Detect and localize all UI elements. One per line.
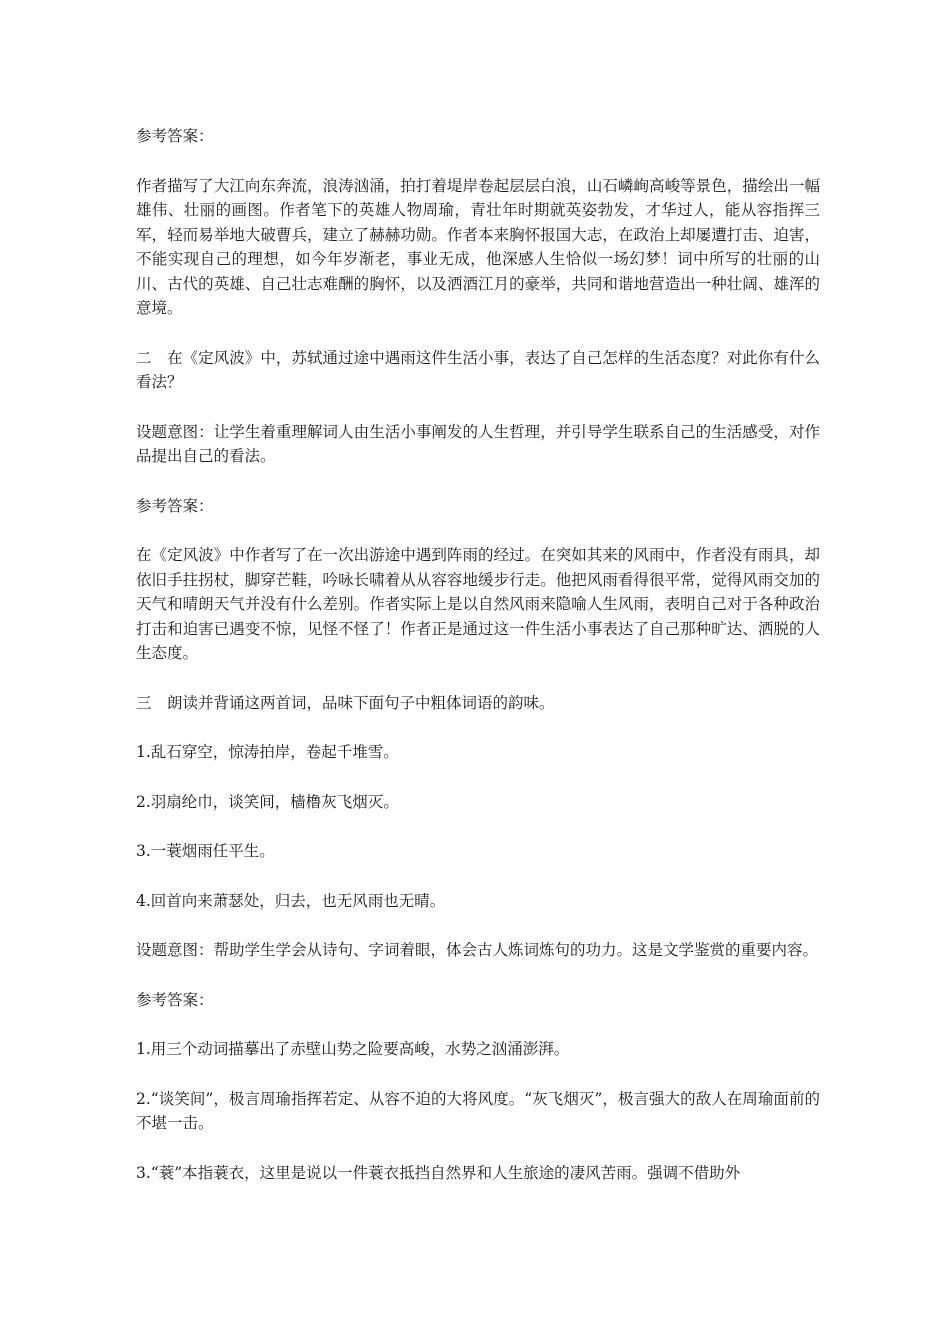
document-page: [136, 124, 820, 1210]
design-intent-paragraph: 设题意图：让学生着重理解词人由生活小事阐发的人生哲理，并引导学生联系自己的生活感受，对作品提出自己的看法。: [136, 422, 820, 465]
question-three: 三 朗读并背诵这两首词，品味下面句子中粗体词语的韵味。: [136, 693, 555, 712]
list-item: 1.用三个动词描摹出了赤壁山势之险要高峻，水势之汹涌澎湃。: [136, 1040, 570, 1058]
answer-heading: 参考答案：: [136, 127, 214, 145]
list-item: 3.“蓑”本指蓑衣，这里是说以一件蓑衣抵挡自然界和人生旅途的凄风苦雨。强调不借助外: [136, 1163, 741, 1182]
answer-paragraph: 在《定风波》中作者写了在一次出游途中遇到阵雨的经过。在突如其来的风雨中，作者没有雨具，却依旧手拄拐杖，脚穿芒鞋，吟咏长啸着从从容容地缓步行走。他把风雨看得很平常，觉得风雨交加的天气和晴朗天气并没有什么差别。作者实际上是以自然风雨来隐喻人生风雨，表明自己对于各种政治打击和迫害已遇变不惊，见怪不怪了！作者正是通过这一件生活小事表达了自己那种旷达、洒脱的人生态度。: [136, 546, 820, 662]
answer-heading: 参考答案：: [136, 990, 214, 1009]
answer-paragraph: 作者描写了大江向东奔流，浪涛汹涌，拍打着堤岸卷起层层白浪，山石嶙峋高峻等景色，描绘出一幅雄伟、壮丽的画图。作者笔下的英雄人物周瑜，青壮年时期就英姿勃发，才华过人，能从容指挥三军，轻而易举地大破曹兵，建立了赫赫功勋。作者本来胸怀报国大志，在政治上却屡遭打击、迫害，不能实现自己的理想，如今年岁渐老，事业无成，他深感人生恰似一场幻梦！词中所写的壮丽的山川、古代的英雄、自己壮志难酬的胸怀，以及洒酒江月的豪举，共同和谐地营造出一种壮阔、雄浑的意境。: [136, 176, 820, 317]
list-item: 2.羽扇纶巾，谈笑间，樯橹灰飞烟灭。: [136, 792, 399, 811]
design-intent-paragraph: 设题意图：帮助学生学会从诗句、字词着眼，体会古人炼词炼句的功力。这是文学鉴赏的重要内容。: [136, 941, 819, 959]
list-item: 2.“谈笑间”，极言周瑜指挥若定、从容不迫的大将风度。“灰飞烟灭”，极言强大的敌人在周瑜面前的不堪一击。: [136, 1089, 820, 1132]
answer-heading: 参考答案：: [136, 496, 214, 515]
question-two: 二 在《定风波》中，苏轼通过途中遇雨这件生活小事，表达了自己怎样的生活态度？对此你有什么看法？: [136, 348, 820, 391]
list-item: 4.回首向来萧瑟处，归去，也无风雨也无晴。: [136, 891, 446, 910]
list-item: 3.一蓑烟雨任平生。: [136, 842, 275, 860]
list-item: 1.乱石穿空，惊涛拍岸，卷起千堆雪。: [136, 743, 399, 761]
